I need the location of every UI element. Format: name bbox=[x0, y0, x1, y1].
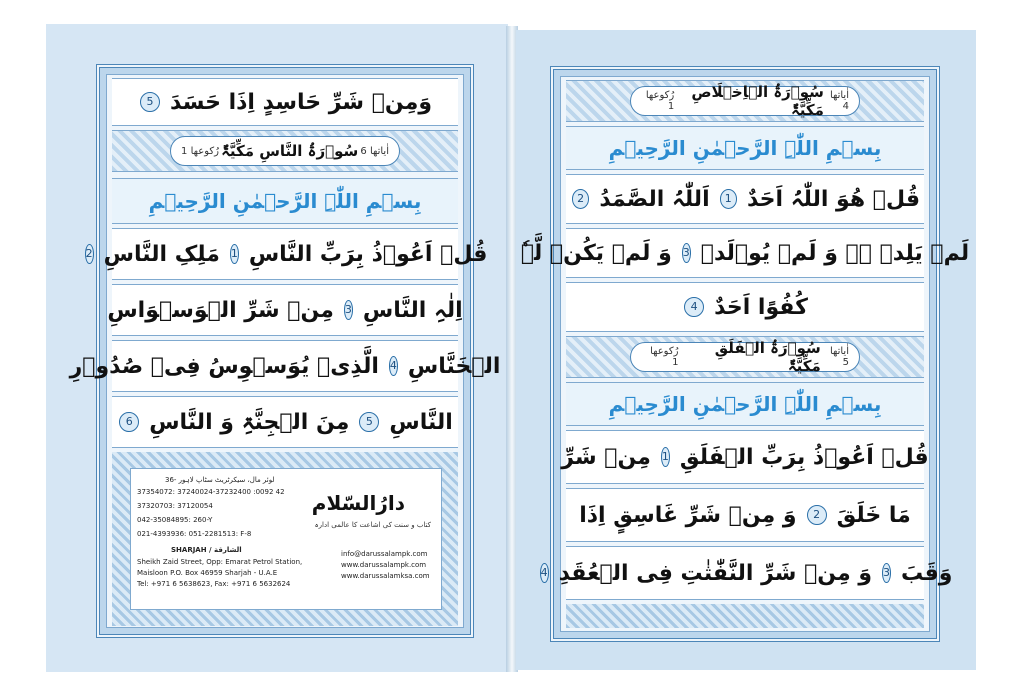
left-page bbox=[46, 24, 508, 672]
ayah-marker: 4 bbox=[389, 356, 398, 376]
phone-line: 37320703: 37120054 bbox=[137, 502, 213, 510]
verse-text: الۡخَنَّاسِ bbox=[407, 353, 501, 379]
verse-text: وَمِنۡ شَرِّ حَاسِدٍ اِذَا حَسَدَ bbox=[169, 89, 433, 115]
sharjah-contact: Tel: +971 6 5638623, Fax: +971 6 5632624 bbox=[137, 580, 291, 588]
verse-text: لَمۡ یَلِدۡ ۬ۙ وَ لَمۡ یُوۡلَدۡ bbox=[700, 240, 970, 266]
ayah-marker: 6 bbox=[119, 412, 139, 432]
ayah-marker: 5 bbox=[359, 412, 379, 432]
surah-cartouche bbox=[630, 339, 860, 375]
verse-text: مَا خَلَقَ bbox=[836, 502, 911, 528]
verse-text: الَّذِیۡ یُوَسۡوِسُ فِیۡ صُدُوۡرِ bbox=[69, 353, 379, 379]
bismillah: بِسۡمِ اللّٰہِ الرَّحۡمٰنِ الرَّحِیۡمِ bbox=[566, 382, 924, 426]
verse-line-3 bbox=[69, 340, 501, 392]
ayat-count: اٰیاتھا 4 bbox=[829, 90, 849, 112]
ayah-marker: 3 bbox=[682, 243, 691, 263]
bismillah: بِسۡمِ اللّٰہِ الرَّحۡمٰنِ الرَّحِیۡمِ bbox=[112, 178, 458, 224]
surah-cartouche bbox=[630, 83, 860, 119]
phone-line: 042-35084895: 260-Y bbox=[137, 516, 213, 524]
publisher-web: www.darussalamksa.com bbox=[341, 572, 430, 580]
decorative-pattern bbox=[566, 604, 924, 628]
verse-text: مَلِکِ النَّاسِ bbox=[103, 241, 220, 267]
ayat-count: اٰیاتھا 5 bbox=[829, 346, 849, 368]
ruku-count: رُکوعھا 1 bbox=[181, 145, 219, 157]
verse-line-3 bbox=[566, 282, 924, 332]
right-page bbox=[516, 30, 976, 670]
left-page-frame bbox=[69, 64, 501, 638]
ayah-marker: 5 bbox=[140, 92, 160, 112]
ayah-marker: 4 bbox=[684, 297, 704, 317]
verse-text: قُلۡ ھُوَ اللّٰہُ اَحَدٌ bbox=[746, 186, 920, 212]
publisher-logo: دارُالسّلام bbox=[311, 491, 405, 515]
surah-header-nas bbox=[112, 130, 458, 172]
ayah-marker: 2 bbox=[85, 244, 94, 264]
verse-line-6 bbox=[540, 546, 953, 600]
ayat-count: اٰیاتھا 6 bbox=[360, 145, 389, 157]
verse-text: وَ مِنۡ شَرِّ النَّفّٰثٰتِ فِی الۡعُقَدِ bbox=[558, 560, 873, 586]
surah-header-falaq bbox=[566, 336, 924, 378]
ayah-marker: 4 bbox=[540, 563, 549, 583]
top-verse bbox=[112, 78, 458, 126]
sharjah-address: Maisloon P.O. Box 46959 Sharjah - U.A.E bbox=[137, 569, 278, 577]
verse-text: وَ مِنۡ شَرِّ غَاسِقٍ اِذَا bbox=[579, 502, 797, 528]
publisher-imprint bbox=[130, 468, 442, 610]
surah-name: سُوۡرَۃُ النَّاسِ مَکِّیَّۃٌ bbox=[221, 142, 359, 160]
verse-line-1 bbox=[85, 228, 488, 280]
verse-text: مِنَ الۡجِنَّۃِ وَ النَّاسِ bbox=[149, 409, 350, 435]
ayah-marker: 1 bbox=[661, 447, 670, 467]
verse-line-5 bbox=[566, 488, 924, 542]
verse-text: وَقَبَ bbox=[901, 560, 953, 586]
ayah-marker: 3 bbox=[882, 563, 891, 583]
surah-cartouche bbox=[170, 136, 400, 166]
verse-text: کُفُوًا اَحَدٌ bbox=[714, 294, 808, 320]
ruku-count: رُکوعھا 1 bbox=[650, 346, 679, 368]
surah-header-ikhlas bbox=[566, 80, 924, 122]
ayah-marker: 3 bbox=[344, 300, 353, 320]
verse-line-4 bbox=[112, 396, 458, 448]
verse-text: النَّاسِ bbox=[389, 409, 453, 435]
ayah-marker: 1 bbox=[230, 244, 239, 264]
phone-line: 021-4393936: 051-2281513: F-8 bbox=[137, 530, 252, 538]
surah-name: سُوۡرَۃُ الۡاِخۡلَاصِ مَکِّیَّۃٌ bbox=[691, 83, 824, 119]
sharjah-address: Sheikh Zaid Street, Opp: Emarat Petrol Station, bbox=[137, 558, 303, 566]
verse-text: مِنۡ شَرِّ bbox=[561, 444, 651, 470]
verse-line-4 bbox=[561, 430, 929, 484]
publisher-tagline: کتاب و سنت کی اشاعت کا عالمی ادارہ bbox=[314, 521, 431, 529]
verse-text: قُلۡ اَعُوۡذُ بِرَبِّ الۡفَلَقِ bbox=[679, 444, 929, 470]
verse-text: مِنۡ شَرِّ الۡوَسۡوَاسِ bbox=[107, 297, 334, 323]
publisher-email: info@darussalampk.com bbox=[341, 550, 428, 558]
bismillah: بِسۡمِ اللّٰہِ الرَّحۡمٰنِ الرَّحِیۡمِ bbox=[566, 126, 924, 170]
phone-line: 37354072: 37240024-37232400 :0092 42 bbox=[137, 488, 285, 496]
verse-line-2 bbox=[107, 284, 463, 336]
right-page-frame bbox=[520, 66, 970, 642]
ayah-marker: 1 bbox=[720, 189, 737, 209]
verse-line-2 bbox=[520, 228, 970, 278]
ayah-marker: 2 bbox=[572, 189, 589, 209]
verse-text: قُلۡ اَعُوۡذُ بِرَبِّ النَّاسِ bbox=[248, 241, 488, 267]
verse-text: اِلٰہِ النَّاسِ bbox=[362, 297, 463, 323]
publisher-web: www.darussalampk.com bbox=[341, 561, 427, 569]
lahore-address: 36- لوئر مال، سیکرٹریٹ سٹاپ لاہور bbox=[165, 476, 275, 484]
verse-line-1 bbox=[566, 174, 924, 224]
surah-name: سُوۡرَۃُ الۡفَلَقِ مَکِّیَّۃٌ bbox=[714, 339, 821, 375]
verse-text: اَللّٰہُ الصَّمَدُ bbox=[599, 186, 710, 212]
verse-text: وَ لَمۡ یَکُنۡ لَّہٗ bbox=[520, 240, 672, 266]
ruku-count: رُکوعھا 1 bbox=[645, 90, 675, 112]
ayah-marker: 2 bbox=[807, 505, 827, 525]
sharjah-title: SHARJAH / الشارقة bbox=[171, 546, 242, 554]
